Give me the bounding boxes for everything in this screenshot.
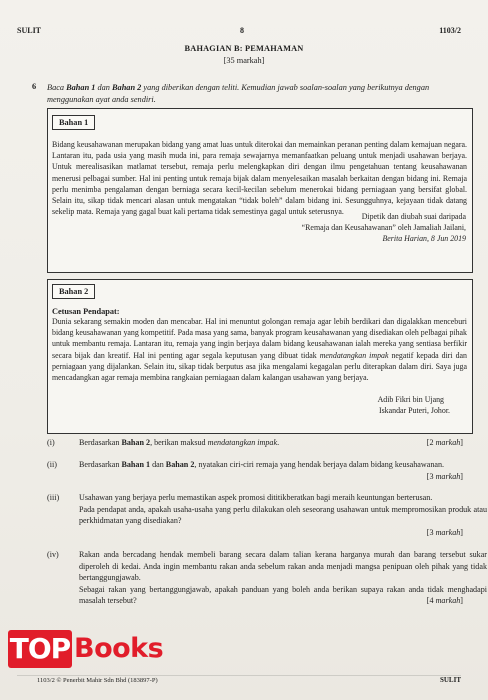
question-iii-marks: [3 markah] [426, 527, 463, 537]
question-i-marks: [2 markah] [426, 438, 463, 447]
question-iv-text: Rakan anda bercadang hendak membeli barang secara dalam talian kerana harganya murah dan barang tersebut sukar diperoleh di kedai. Anda ingin membantu rakan anda sebelum rakan anda menjadi mangsa penipuan oleh pihak yang tidak bertanggungjawab. Sebagai rakan yang bertanggungjawab, apakah panduan yang boleh anda berikan supaya rakan anda tidak menghadapi masalah tersebut? [79, 550, 487, 605]
bahan-1-source-line2: “Remaja dan Keusahawanan” oleh Jamaliah Jailani, [301, 223, 466, 232]
question-iv-marks: [4 markah] [426, 596, 463, 605]
question-number: 6 [32, 82, 37, 91]
header-confidential: SULIT [17, 26, 42, 35]
bahan-2-heading: Cetusan Pendapat: [52, 307, 120, 316]
bahan-1-source-line1: Dipetik dan diubah suai daripada [361, 212, 466, 221]
question-iv [47, 549, 487, 609]
question-iii-text: Usahawan yang berjaya perlu memastikan aspek promosi dititikberatkan bagi meraih keuntungan berterusan. Pada pendapat anda, apakah usaha-usaha yang perlu dilakukan oleh seseorang usahawan untuk mempromosikan produk atau perkhidmatan yang disediakan? [79, 493, 487, 525]
topbooks-logo [8, 630, 184, 670]
question-i-text: Berdasarkan Bahan 2, berikan maksud mendatangkan impak. [79, 438, 280, 447]
question-ii-number: (ii) [47, 460, 57, 469]
question-i-number: (i) [47, 438, 55, 447]
paper-code: 1103/2 [439, 26, 461, 35]
bahan-2-location: Iskandar Puteri, Johor. [378, 406, 450, 415]
bahan-1-box [47, 108, 473, 273]
footer-publisher: 1103/2 © Penerbit Mahir Sdn Bhd (183897-P) [37, 677, 158, 684]
bahan-1-label: Bahan 1 [52, 115, 95, 130]
bahan-2-label: Bahan 2 [52, 284, 95, 299]
bahan-2-text: Dunia sekarang semakin moden dan mencabar. Hal ini menuntut golongan remaja agar lebih berdikari dan digalakkan menceburi bidang keusahawanan yang kompetitif. Pada masa yang sama, banyak program keusahawanan yang disediakan oleh pelbagai pihak untuk membantu remaja. Lantaran itu, remaja yang ingin berjaya dalam bidang keusahawanan ialah mereka yang sentiasa berfikir secara bijak dan kreatif. Hal ini penting agar segala keputusan yang dibuat tidak mendatangkan impak negatif kepada diri dan perniagaan yang dijalankan. Selain itu, sikap tidak berputus asa jika mengalami kegagalan perlu diterapkan dalam diri. Saya juga mencadangkan agar remaja membina rangkaian perniagaan dalam kalangan usahawan yang berjaya. [52, 317, 467, 383]
section-marks: [35 markah] [223, 56, 265, 65]
bahan-1-source-line3: Berita Harian, 8 Jun 2019 [382, 234, 466, 243]
question-ii [47, 459, 463, 483]
page-number: 8 [240, 26, 244, 35]
question-ii-marks: [3 markah] [426, 471, 463, 481]
bahan-2-box [47, 279, 473, 434]
footer-confidential: SULIT [439, 676, 461, 684]
logo-books-text: Books [74, 633, 164, 664]
question-instruction: Baca Bahan 1 dan Bahan 2 yang diberikan dengan teliti. Kemudian jawab soalan-soalan yang berikutnya dengan menggunakan ayat anda sendiri. [47, 83, 430, 104]
section-title: BAHAGIAN B: PEMAHAMAN [184, 44, 304, 53]
footer-rule [17, 675, 461, 676]
question-i [47, 437, 463, 451]
question-ii-text: Berdasarkan Bahan 1 dan Bahan 2, nyatakan ciri-ciri remaja yang hendak berjaya dalam bidang keusahawanan. [79, 460, 445, 469]
question-iv-number: (iv) [47, 550, 59, 559]
logo-top-badge: TOP [8, 630, 72, 668]
question-iii [47, 492, 487, 540]
question-iii-number: (iii) [47, 493, 60, 502]
bahan-1-text: Bidang keusahawanan merupakan bidang yang amat luas untuk diterokai dan memainkan peranan penting dalam kemajuan negara. Lantaran itu, pada usia yang masih muda ini, para remaja sewajarnya memanfaatkan peluang untuk menjadi usahawan berjaya. Untuk merealisasikan matlamat tersebut, remaja perlu melengkapkan diri dengan ilmu pengetahuan tentang keusahawanan menerusi pelbagai sumber. Hal ini penting untuk remaja bijak dalam menyelesaikan masalah berkaitan dengan bidang ini. Remaja perlu menimba pengalaman dengan berniaga secara kecil-kecilan sebelum menerokai bidang perniagaan yang bersifat global. Selain itu, sikap tidak mencari alasan untuk mengatakan “tidak boleh” dalam bidang ini. Sesungguhnya, kejayaan tidak datang sekelip mata. Remaja yang gagal buat kali pertama tidak semestinya gagal untuk seterusnya. [52, 140, 467, 217]
bahan-2-author: Adib Fikri bin Ujang [377, 395, 444, 404]
